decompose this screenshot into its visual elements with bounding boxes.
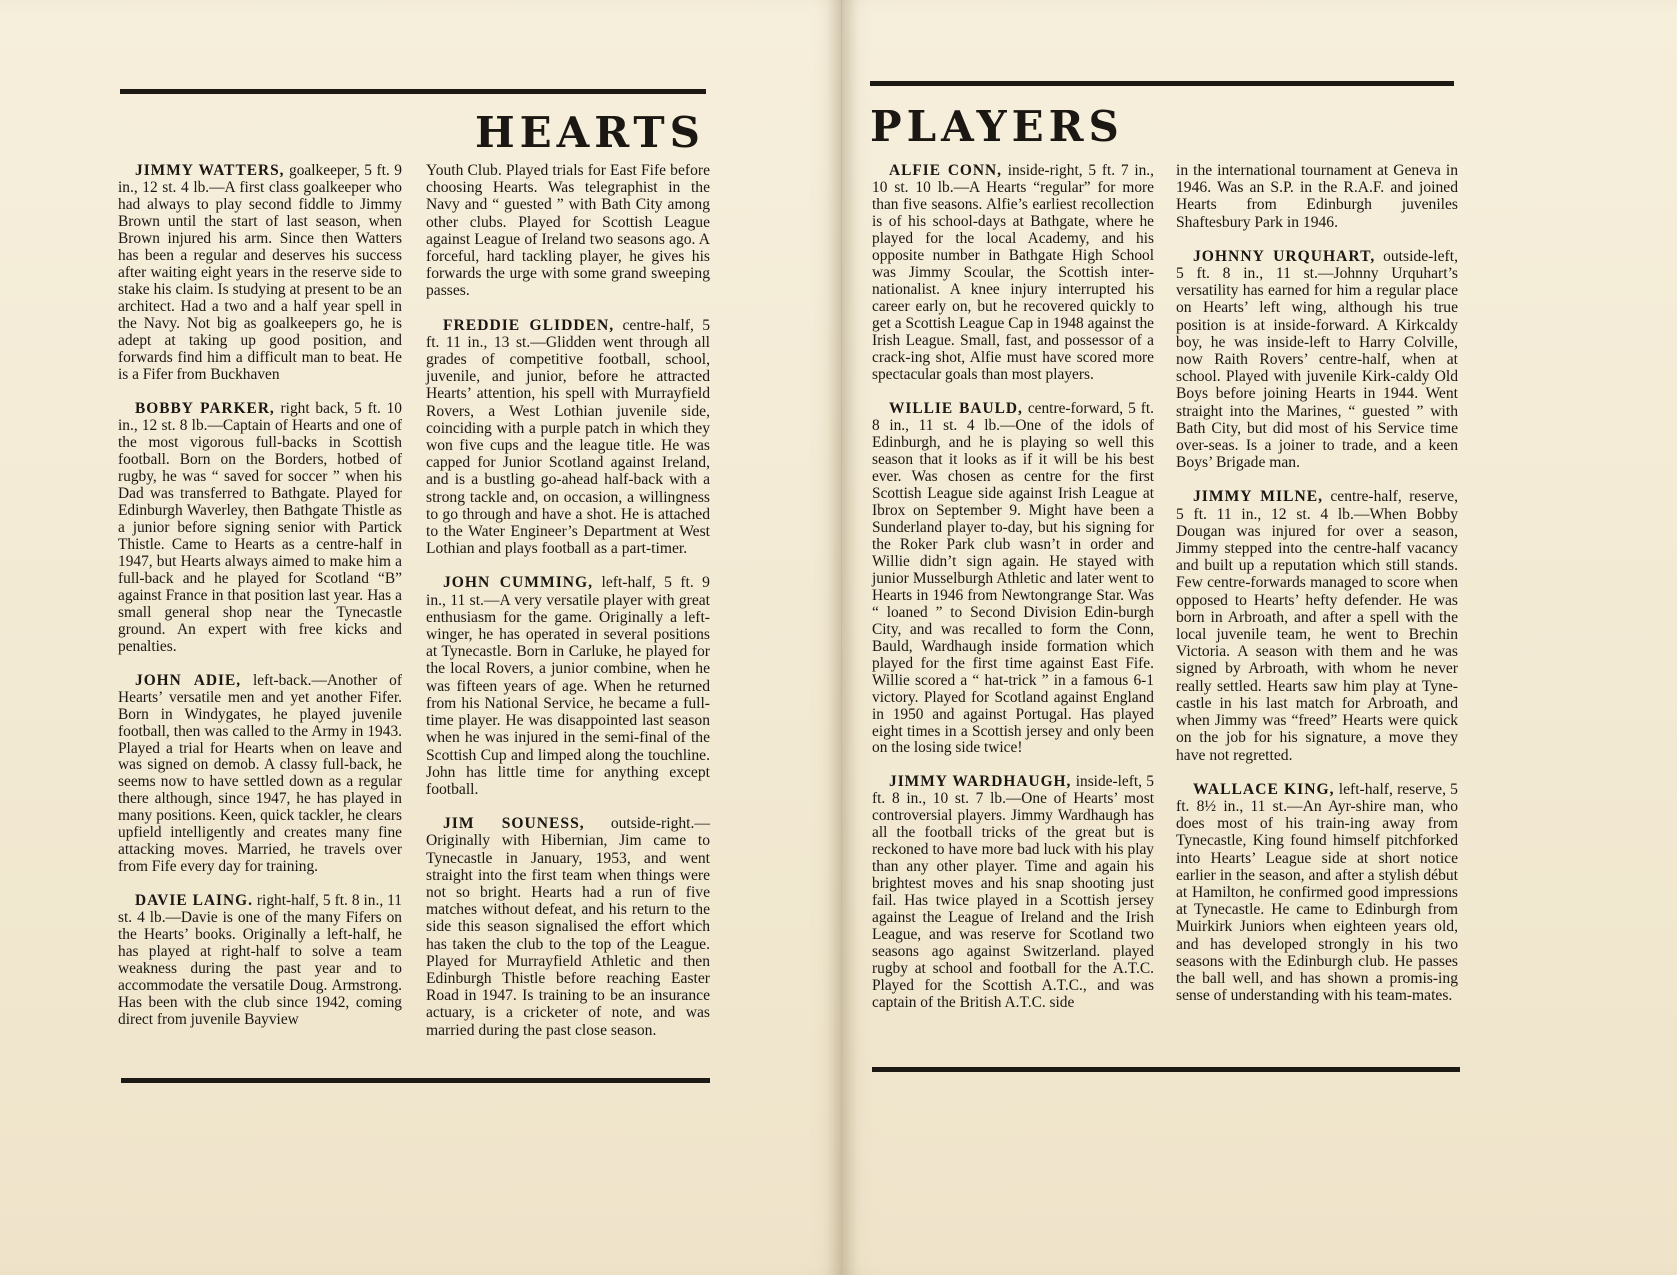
player-name: BOBBY PARKER, (135, 399, 275, 417)
player-bio: goalkeeper, 5 ft. 9 in., 12 st. 4 lb.—A first class goalkeeper who had always to play second fiddle to Jimmy Brown until the start of last season, when Brown injured his arm. Since then Watters has been a regular and deserves his success after waiting eight years in the reserve side to stake his claim. Is studying at present to be an architect. Had a two and a half year spell in the Navy. Not big as goalkeepers go, he is adept at taking up good position, and forwards find him a difficult man to beat. He is a Fifer from Buckhaven (118, 162, 402, 383)
player-entry (872, 400, 1154, 757)
player-entry (1176, 781, 1458, 1005)
player-bio: Youth Club. Played trials for East Fife before choosing Hearts. Was telegraphist in the Navy and “ guested ” with Bath City among other clubs. Played for Scottish League against League of Ireland two seasons ago. A forceful, hard tackling player, he gives his forwards the urge with some grand sweeping passes. (426, 162, 710, 300)
player-entry (426, 162, 710, 300)
player-bio: in the international tournament at Geneva in 1946. Was an S.P. in the R.A.F. and joined Hearts from Edinburgh juveniles Shaftesbury Park in 1946. (1176, 162, 1458, 231)
page-fold (826, 0, 858, 1275)
text-column (118, 162, 402, 1045)
player-bio: left-half, 5 ft. 9 in., 11 st.—A very versatile player with great enthusiasm for the game. Originally a left-winger, he has operated in several positions at Tynecastle. Born in Carluke, he played for the local Rovers, a junior combine, when he was fifteen years of age. When he returned from his National Service, he became a full-time player. He was disappointed last season when he was injured in the semi-final of the Scottish Cup and limped along the touchline. John has little time for anything except football. (426, 574, 710, 798)
player-name: JOHN CUMMING, (443, 574, 594, 592)
player-entry (1176, 488, 1458, 763)
player-entry (1176, 162, 1458, 231)
player-bio: right-half, 5 ft. 8 in., 11 st. 4 lb.—Davie is one of the many Fifers on the Hearts’ books. Originally a left-half, he has played at right-half to solve a team weakness during the past year and to accommodate the versatile Doug. Armstrong. Has been with the club since 1942, coming direct from juvenile Bayview (118, 892, 402, 1029)
player-entry (872, 773, 1154, 1011)
player-name: WALLACE KING, (1193, 780, 1335, 798)
player-bio: centre-half, reserve, 5 ft. 11 in., 12 st. 4 lb.—When Bobby Dougan was injured for over a season, Jimmy stepped into the centre-half vacancy and built up a reputation which still stands. Few centre-forwards managed to score when opposed to Hearts’ hefty defender. He was born in Arbroath, and after a spell with the local juvenile team, he went to Brechin Victoria. A season with them and he was signed by Arbroath, with whom he never really settled. Hearts saw him play at Tyne-castle in his last match for Arbroath, and when Jimmy was “freed” Hearts were quick on the job for his signature, a move they have not regretted. (1176, 488, 1458, 764)
player-name: ALFIE CONN, (889, 162, 1002, 179)
player-entry (426, 815, 710, 1039)
player-name: WILLIE BAULD, (889, 399, 1023, 417)
player-name: FREDDIE GLIDDEN, (443, 316, 615, 334)
player-entry (872, 162, 1154, 383)
text-column (1176, 162, 1458, 1021)
player-entry (1176, 248, 1458, 472)
player-bio: left-half, reserve, 5 ft. 8½ in., 11 st.—An Ayr-shire man, who does most of his train-ing away from Tynecastle, King found himself pitchforked into Hearts’ League side at short notice earlier in the season, and after a stylish début at Hamilton, he confirmed good impressions at Tynecastle. He came to Edinburgh from Muirkirk Juniors when eighteen years old, and has developed strongly in his two seasons with the Edinburgh club. He passes the ball well, and has shown a promis-ing sense of understanding with his team-mates. (1176, 780, 1458, 1005)
player-name: JIMMY MILNE, (1193, 488, 1324, 506)
player-entry (118, 672, 402, 876)
player-bio: outside-left, 5 ft. 8 in., 11 st.—Johnny Urquhart’s versatility has earned for him a regular place on Hearts’ left wing, although his true position is at inside-forward. A Kirkcaldy boy, he was inside-left to Harry Colville, now Raith Rovers’ centre-half, when at school. Played with juvenile Kirk-caldy Old Boys before joining Hearts in 1944. Went straight into the Marines, “ guested ” with Bath City, but did most of his Service time over-seas. Is a joiner to trade, and a keen Boys’ Brigade man. (1176, 247, 1458, 472)
player-bio: centre-forward, 5 ft. 8 in., 11 st. 4 lb.—One of the idols of Edinburgh, and he is playing so well this season that it looks as if it will be his best ever. Was chosen as centre for the first Scottish League side against Irish League at Ibrox on September 9. Might have been a Sunderland player to-day, but his signing for the Roker Park club wasn’t in order and Willie didn’t sign again. He stayed with junior Musselburgh Athletic and later went to Hearts in 1946 from Newtongrange Star. Was “ loaned ” to Second Division Edin-burgh City, and was recalled to form the Conn, Bauld, Wardhaugh inside formation which played for the first time against East Fife. Willie scored a “ hat-trick ” in a famous 6-1 victory. Played for Scotland against England in 1950 and against Portugal. Has played eight times in a Scottish jersey and only been on the losing side twice! (872, 399, 1154, 757)
player-bio: inside-left, 5 ft. 8 in., 10 st. 7 lb.—One of Hearts’ most controversial players. Jimmy Wardhaugh has all the football tricks of the great but is reckoned to have more bad luck with his play than any other player. Time and again his brightest moves and his snap shooting just fail. Has twice played in a Scottish jersey against the League of Ireland and the Irish League, and was reserve for Scotland two seasons ago against Switzerland. played rugby at school and football for the A.T.C. Played for the Scottish A.T.C., and was captain of the British A.T.C. side (872, 773, 1154, 1012)
player-bio: right back, 5 ft. 10 in., 12 st. 8 lb.—Captain of Hearts and one of the most vigorous full-backs in Scottish football. Born on the Borders, hotbed of rugby, he was “ saved for soccer ” when his Dad was transferred to Bathgate. Played for Edinburgh Waverley, then Bathgate Thistle as a junior before signing senior with Partick Thistle. Came to Hearts as a centre-half in 1947, but Hearts always aimed to make him a full-back and he played for Scotland “B” against France in that position last year. Has a small general shop near the Tynecastle ground. An expert with free kicks and penalties. (118, 399, 402, 655)
player-bio: left-back.—Another of Hearts’ versatile men and yet another Fifer. Born in Windygates, he played juvenile football, then was called to the Army in 1943. Played a trial for Hearts when on leave and was signed on demob. A classy full-back, he seems now to have settled down as a regular there although, since 1947, he has played in many positions. Keen, quick tackler, he clears upfield intelligently and creates many fine attacking moves. Married, he travels over from Fife every day for training. (118, 671, 402, 876)
player-bio: centre-half, 5 ft. 11 in., 13 st.—Glidden went through all grades of competitive football, school, juvenile, and junior, before he attracted Hearts’ attention, his spell with Murrayfield Rovers, a West Lothian juvenile side, coinciding with a purple patch in which they won five cups and the league title. He was capped for Junior Scotland against Ireland, and is a bustling go-ahead half-back with a strong tackle and, on occasion, a willingness to go through and have a shot. He is attached to the Water Engineer’s Department at West Lothian and plays football as a part-timer. (426, 316, 710, 558)
player-name: JOHN ADIE, (135, 671, 242, 689)
player-entry (118, 892, 402, 1028)
text-column (426, 162, 710, 1056)
player-entry (118, 400, 402, 655)
player-name: JOHNNY URQUHART, (1193, 247, 1376, 265)
player-entry (118, 162, 402, 383)
player-name: JIMMY WATTERS, (135, 162, 285, 179)
player-entry (426, 574, 710, 798)
player-entry (426, 317, 710, 558)
player-name: JIM SOUNESS, (443, 815, 585, 833)
player-name: DAVIE LAING. (135, 892, 253, 910)
bottom-rule (121, 1078, 710, 1083)
top-rule (120, 89, 706, 94)
page-heading: HEARTS (474, 108, 705, 157)
top-rule (870, 81, 1454, 86)
right-page (842, 0, 1677, 1275)
page-heading: PLAYERS (870, 102, 1124, 151)
player-bio: inside-right, 5 ft. 7 in., 10 st. 10 lb.—A Hearts “regular” for more than five seasons. Alfie’s earliest recollection is of his school-days at Bathgate, where he played for the local Academy, and his opposite number in Bathgate High School was Jimmy Scoular, the Scottish inter-nationalist. A knee injury interrupted his career early on, but he recovered quickly to get a Scottish League Cap in 1948 against the Irish League. Small, fast, and possessor of a crack-ing shot, Alfie must have scored more spectacular goals than most players. (872, 162, 1154, 383)
text-column (872, 162, 1154, 1028)
player-name: JIMMY WARDHAUGH, (889, 773, 1072, 791)
player-bio: outside-right.—Originally with Hibernian, Jim came to Tynecastle in January, 1953, and went straight into the first team when things were not so bright. Hearts had a run of five matches without defeat, and his return to the side this season signalised the effort which has taken the club to the top of the League. Played for Murrayfield Athletic and then Edinburgh Thistle before reaching Easter Road in 1947. Is training to be an insurance actuary, is a cricketer of note, and was married during the past close season. (426, 815, 710, 1039)
bottom-rule (872, 1067, 1460, 1072)
